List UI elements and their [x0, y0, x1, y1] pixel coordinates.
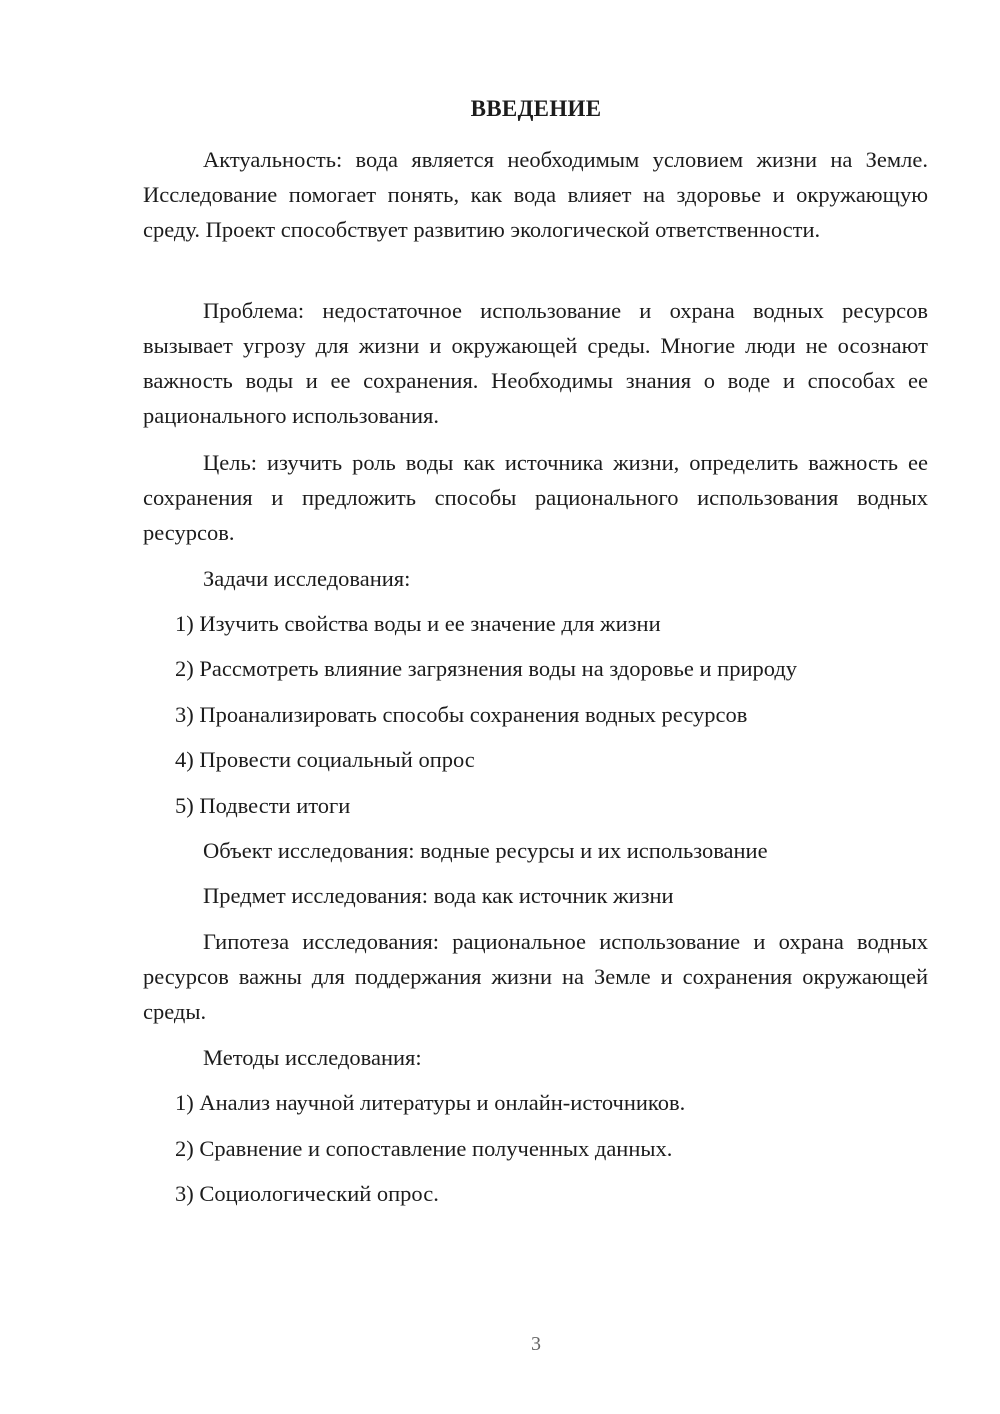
methods-heading: Методы исследования:: [203, 1045, 422, 1070]
task-item: 3) Проанализировать способы сохранения водных ресурсов: [175, 702, 748, 727]
page-number: 3: [531, 1333, 541, 1355]
method-item: 2) Сравнение и сопоставление полученных данных.: [175, 1136, 673, 1161]
page-title: ВВЕДЕНИЕ: [470, 96, 602, 121]
tasks-heading: Задачи исследования:: [203, 566, 411, 591]
problem-paragraph: Проблема: недостаточное использование и охрана водных ресурсов вызывает угрозу для жизни и окружающей среды. Многие люди не осознают важность воды и ее сохранения. Необходимы знания о воде и способах ее рационального использования.: [143, 298, 928, 428]
relevance-paragraph: Актуальность: вода является необходимым условием жизни на Земле. Исследование помогает понять, как вода влияет на здоровье и окружающую среду. Проект способствует развитию экологической ответственности.: [143, 147, 928, 242]
task-item: 4) Провести социальный опрос: [175, 747, 475, 772]
method-item: 3) Социологический опрос.: [175, 1181, 439, 1206]
task-item: 5) Подвести итоги: [175, 793, 351, 818]
task-item: 2) Рассмотреть влияние загрязнения воды на здоровье и природу: [175, 656, 798, 681]
research-object: Объект исследования: водные ресурсы и их использование: [203, 838, 768, 863]
goal-paragraph: Цель: изучить роль воды как источника жизни, определить важность ее сохранения и предложить способы рационального использования водных ресурсов.: [143, 450, 928, 545]
research-subject: Предмет исследования: вода как источник жизни: [203, 883, 674, 908]
task-item: 1) Изучить свойства воды и ее значение для жизни: [175, 611, 661, 636]
method-item: 1) Анализ научной литературы и онлайн-источников.: [175, 1090, 686, 1115]
hypothesis-paragraph: Гипотеза исследования: рациональное использование и охрана водных ресурсов важны для поддержания жизни на Земле и сохранения окружающей среды.: [143, 929, 928, 1024]
